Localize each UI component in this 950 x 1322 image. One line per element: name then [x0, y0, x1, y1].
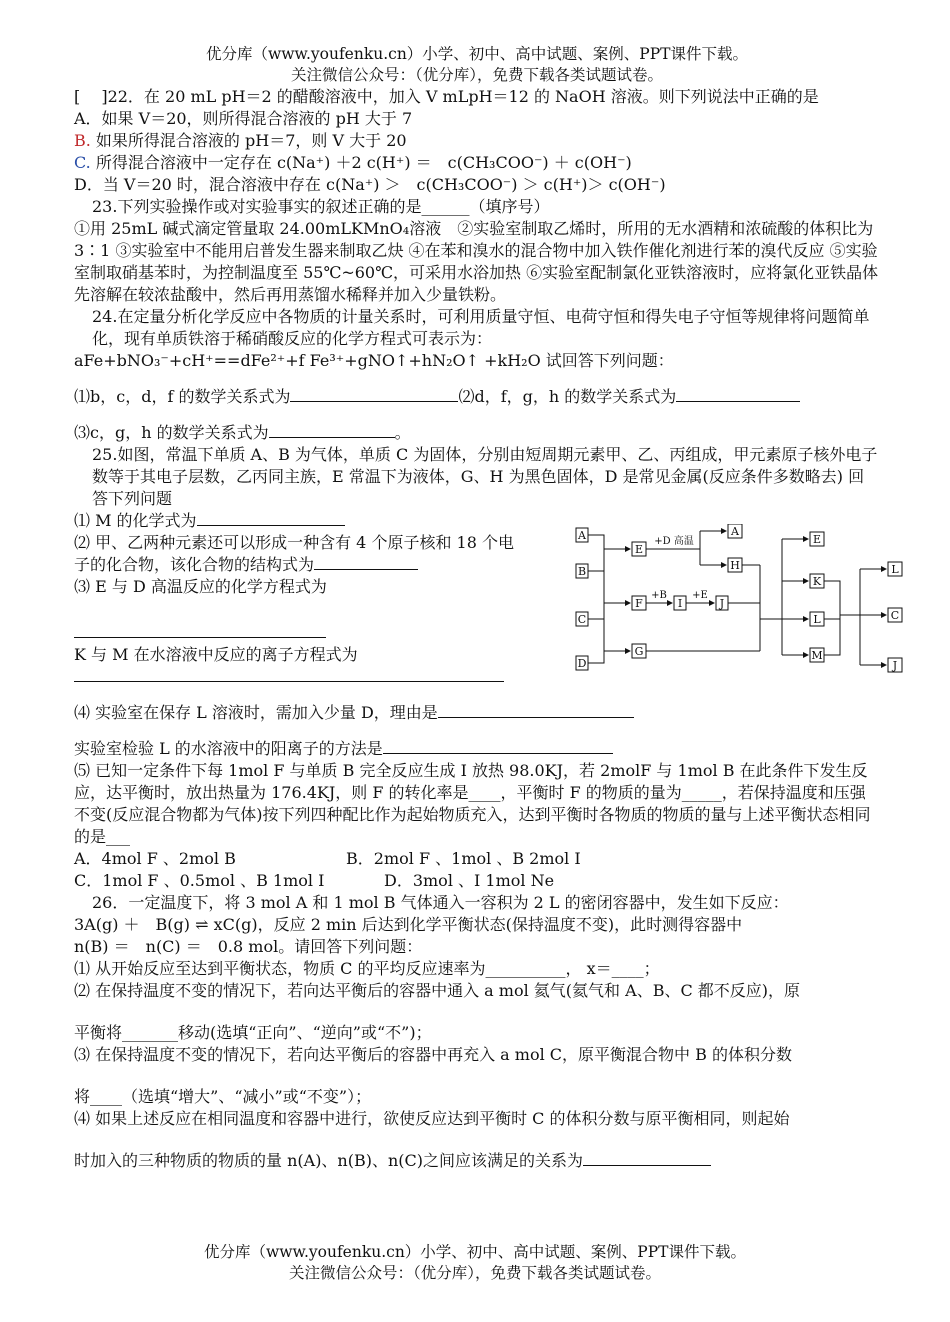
q24-p1-blank[interactable] [290, 387, 458, 402]
q25-p4-text: ⑷ 实验室在保存 L 溶液时，需加入少量 D，理由是 [74, 703, 438, 722]
node-a2: A [731, 525, 739, 538]
q22-option-b [74, 130, 880, 152]
question-23 [74, 196, 880, 306]
q24-p1: ⑴b，c，d，f 的数学关系式为 [74, 387, 291, 406]
q23-body: ①用 25mL 碱式滴定管量取 24.00mLKMnO₄溶液 ②实验室制取乙烯时，所用的无水酒精和浓硫酸的体积比为 3∶1 ③实验室中不能用启普发生器来制取乙炔 ④在苯和溴水的混合物中加入铁作催化剂进行苯的溴代反应 ⑤实验室制取硝基苯时，为控制温度至 55℃~60℃，可采用水浴加热 ⑥实验室配制氯化亚铁溶液时，应将氯化亚铁晶体先溶解在较浓盐酸中，然后再用蒸馏水稀释并加入少量铁粉。 [74, 219, 879, 304]
q25-p4b-text: 实验室检验 L 的水溶液中的阳离子的方法是 [74, 739, 383, 758]
node-a: A [578, 529, 586, 542]
q25-p4 [74, 702, 880, 724]
q24-stem: 24.在定量分析化学反应中各物质的计量关系时，可利用质量守恒、电荷守恒和得失电子守恒等规律将问题简单化，现有单质铁溶于稀硝酸反应的化学方程式可表示为： [92, 307, 870, 348]
q25-p3b: K 与 M 在水溶液中反应的离子方程式为 [74, 645, 358, 664]
q25-p4b-blank[interactable] [383, 739, 613, 754]
q26-p2: ⑵ 在保持温度不变的情况下，若向达平衡后的容器中通入 a mol 氦气(氦气和 A、B、C 都不反应)，原 [74, 981, 801, 1000]
q25-p4-blank[interactable] [438, 703, 634, 718]
q25-p3-blank[interactable] [74, 623, 326, 638]
node-e: E [634, 543, 644, 556]
node-j: J [719, 597, 725, 610]
node-b: B [577, 565, 587, 578]
q25-options-ab [74, 848, 880, 870]
q25-opt-d: D．3mol 、I 1mol Ne [384, 871, 555, 890]
label-plus-e: +E [692, 590, 708, 601]
node-c2: C [890, 609, 900, 622]
node-f: F [635, 597, 643, 610]
q25-p5: ⑸ 已知一定条件下每 1mol F 与单质 B 完全反应生成 I 放热 98.0KJ，若 2molF 与 1mol B 在此条件下发生反应，达平衡时，放出热量为 176.4KJ，则 F 的转化率是____，平衡时 F 的物质的量为_____，若保持温度和压强不变(反应混合物都为气体)按下列四种配比作为起始物质充入，达到平衡时各物质的物质的量与上述平衡状态相同的是___ [74, 761, 871, 846]
q25-p2-blank[interactable] [314, 555, 418, 570]
q26-p4: ⑷ 如果上述反应在相同温度和容器中进行，欲使反应达到平衡时 C 的体积分数与原平衡相同，则起始 [74, 1109, 790, 1128]
q22-stem: [ ]22．在 20 mL pH＝2 的醋酸溶液中，加入 V mLpH＝12 的 NaOH 溶液。则下列说法中正确的是 [74, 87, 819, 106]
q26-p4-blank[interactable] [583, 1151, 711, 1166]
q26-p3b: 将____（选填“增大”、“减小”或“不变”）； [74, 1087, 372, 1106]
q22-b-label: B. [74, 131, 91, 150]
q25-p2a: ⑵ 甲、乙两种元素还可以形成一种含有 4 个原子核和 18 个电 [74, 533, 514, 552]
q26-stem: 26．一定温度下，将 3 mol A 和 1 mol B 气体通入一容积为 2 L 的密闭容器中，发生如下反应： [92, 893, 789, 912]
node-l: L [813, 613, 821, 626]
q24-p3-blank[interactable] [269, 423, 395, 438]
q22-option-d: D．当 V＝20 时，混合溶液中存在 c(Na⁺) ＞ c(CH₃COO⁻) ＞ c(H⁺)＞ c(OH⁻) [74, 175, 666, 194]
q22-c-text: 所得混合溶液中一定存在 c(Na⁺) ＋2 c(H⁺) ＝ c(CH₃COO⁻) ＋ c(OH⁻) [90, 153, 632, 172]
reaction-flow-diagram [570, 524, 910, 684]
q25-opt-c: C．1mol F 、0.5mol 、B 1mol I [74, 871, 325, 890]
question-26 [74, 892, 880, 1172]
node-e2: E [812, 533, 822, 546]
q26-eq: 3A(g) ＋ B(g) ⇌ xC(g)，反应 2 min 后达到化学平衡状态(保持温度不变)，此时测得容器中 [74, 915, 743, 934]
q26-p4b [74, 1150, 880, 1172]
q26-p2b: 平衡将_______移动(选填“正向”、“逆向”或“不”)； [74, 1023, 432, 1042]
question-22 [74, 86, 880, 196]
q24-part-3 [74, 422, 880, 444]
q22-b-text: 如果所得混合溶液的 pH＝7，则 V 大于 20 [90, 131, 407, 150]
q26-p4b-text: 时加入的三种物质的物质的量 n(A)、n(B)、n(C)之间应该满足的关系为 [74, 1151, 584, 1170]
footer-line-1: 优分库（www.youfenku.cn）小学、初中、高中试题、案例、PPT课件下载。 [203, 1243, 747, 1261]
header [74, 44, 880, 86]
q25-p3: ⑶ E 与 D 高温反应的化学方程式为 [74, 577, 327, 596]
q24-p3: ⑶c，g，h 的数学关系式为 [74, 423, 269, 442]
node-j2: J [892, 659, 898, 672]
q22-c-label: C. [74, 153, 91, 172]
q22-option-a: A．如果 V＝20，则所得混合溶液的 pH 大于 7 [74, 109, 413, 128]
footer [0, 1242, 950, 1284]
q24-p2-blank[interactable] [676, 387, 800, 402]
q23-stem: 23.下列实验操作或对实验事实的叙述正确的是______（填序号） [92, 197, 550, 216]
q26-p3: ⑶ 在保持温度不变的情况下，若向达平衡后的容器中再充入 a mol C，原平衡混合物中 B 的体积分数 [74, 1045, 792, 1064]
label-plus-d-high-temp: +D 高温 [654, 536, 694, 547]
question-24 [74, 306, 880, 444]
node-c: C [577, 613, 587, 626]
q25-p2b-text: 子的化合物，该化合物的结构式为 [74, 555, 315, 574]
q25-opt-a: A．4mol F 、2mol B [74, 849, 236, 868]
label-plus-b: +B [651, 590, 667, 601]
q24-p3-end: 。 [394, 423, 411, 442]
node-k: K [812, 575, 822, 588]
node-g: G [634, 645, 644, 658]
q25-stem: 25.如图，常温下单质 A、B 为气体，单质 C 为固体，分别由短周期元素甲、乙、丙组成，甲元素原子核外电子数等于其电子层数，乙丙同主族，E 常温下为液体，G、H 为黑色固体，D 是常见金属(反应条件多数略去) 回答下列问题 [92, 445, 878, 508]
node-l2: L [891, 563, 899, 576]
q24-p2: ⑵d，f，g，h 的数学关系式为 [458, 387, 677, 406]
q25-p1-text: ⑴ M 的化学式为 [74, 511, 197, 530]
q25-options-cd [74, 870, 880, 892]
q26-p1: ⑴ 从开始反应至达到平衡状态，物质 C 的平均反应速率为__________， x＝____； [74, 959, 660, 978]
q24-part-1-2 [74, 386, 880, 408]
header-line-1: 优分库（www.youfenku.cn）小学、初中、高中试题、案例、PPT课件下载。 [205, 45, 749, 63]
q24-equation: aFe+bNO₃⁻+cH⁺==dFe²⁺+f Fe³⁺+gNO↑+hN₂O↑ +kH₂O 试回答下列问题： [74, 351, 674, 370]
node-m: M [811, 649, 823, 662]
footer-line-2: 关注微信公众号：（优分库），免费下载各类试题试卷。 [288, 1264, 661, 1282]
header-line-2: 关注微信公众号：（优分库），免费下载各类试题试卷。 [290, 66, 663, 84]
node-d: D [577, 657, 587, 670]
q22-option-c [74, 152, 880, 174]
node-i: I [677, 597, 683, 610]
q25-p3b-blank[interactable] [74, 667, 504, 682]
node-h: H [730, 559, 740, 572]
q26-eq2: n(B) ＝ n(C) ＝ 0.8 mol。请回答下列问题： [74, 937, 423, 956]
q25-p4b [74, 738, 880, 760]
q25-opt-b: B．2mol F 、1mol 、B 2mol I [346, 849, 581, 868]
q25-p1-blank[interactable] [197, 511, 345, 526]
